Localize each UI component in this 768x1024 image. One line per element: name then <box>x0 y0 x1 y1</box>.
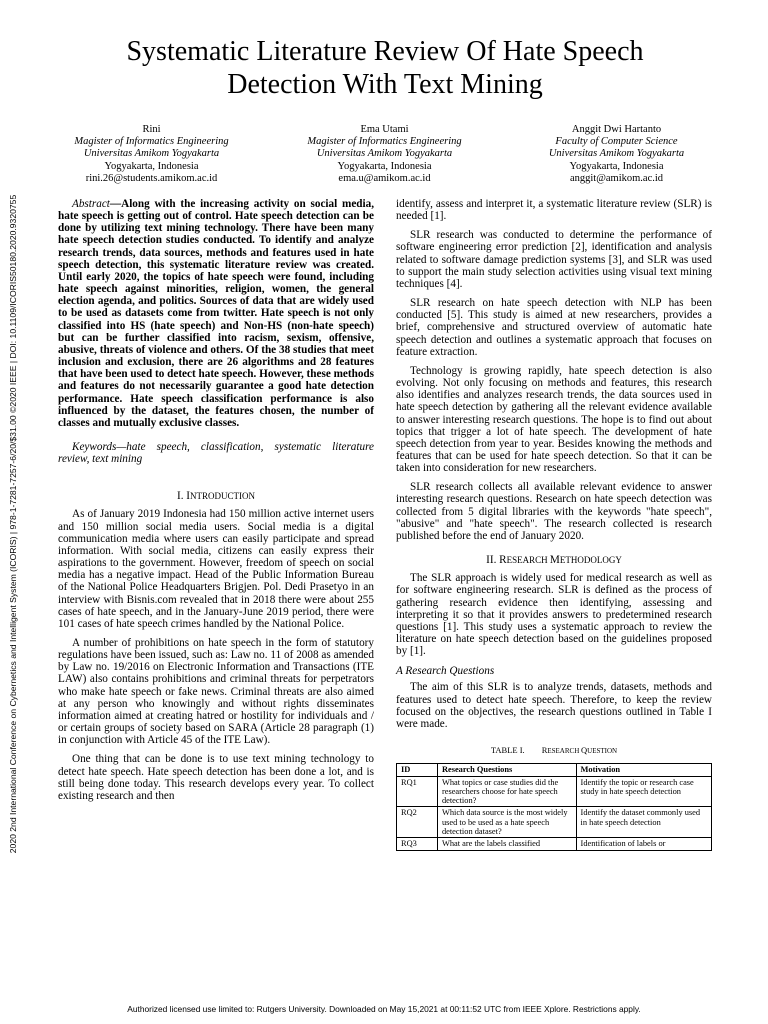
section-title-rest-1: ESEARCH <box>506 555 550 566</box>
section-heading-introduction <box>58 490 374 502</box>
author-email[interactable]: ema.u@amikom.ac.id <box>338 172 431 184</box>
intro-paragraph-3: One thing that can be done is to use text mining technology to detect hate speech. Hate speech detection has been done a lot, and is still being done today. This research develops every year. To collect existing research and then <box>58 753 374 802</box>
research-question-table <box>396 763 712 850</box>
section-heading-methodology <box>396 554 712 566</box>
title-line-1: Systematic Literature Review Of Hate Speech <box>126 36 644 67</box>
abstract <box>58 198 374 429</box>
intro-paragraph-2: A number of prohibitions on hate speech in the form of statutory regulations have been issued, such as: Law no. 11 of 2008 as amended by Law no. 19/2016 on Electronic Information and Transactions (ITE LAW) also contains prohibitions and criminal threats for perpetrators who make hate speech or fake news. Criminal threats are also aimed at any person who knowingly and without rights disseminates information aimed at creating hatred or hostility for individuals and / or certain groups of society based on SARA (Article 28 paragraph (1) in conjunction with Article 45 of the ITE Law). <box>58 637 374 747</box>
intro-paragraph-continued: identify, assess and interpret it, a systematic literature review (SLR) is needed [1]. <box>396 198 712 223</box>
intro-paragraph-6: Technology is growing rapidly, hate speech detection is also evolving. Not only focusing on methods and features, this research also identifies and analyzes research trends, the data sources used in hate speech detection by gathering all the relevant evidence available to answer interesting research questions. The hope is to find out about topics that trigger a lot of hate speech. The development of hate speech detection from year to year. Besides knowing the methods and features that can be used for hate speech detection. So that it can be taken into consideration for new researchers. <box>396 364 712 475</box>
table-cell: What are the labels classified <box>437 838 576 850</box>
subsection-heading-research-questions: A Research Questions <box>396 665 495 678</box>
doi-side-text: 2020 2nd International Conference on Cybernetics and Intelligent System (ICORIS) | 978-1-7281-7257-6/20/$31.00 ©2020 IEEE | DOI: 10.1109/ICORIS50180.2020.9320755 <box>8 194 18 854</box>
table-cell: Which data source is the most widely used to be used as a hate speech detection dataset? <box>437 807 576 838</box>
table-row <box>397 776 712 807</box>
author-name: Rini <box>142 124 161 135</box>
intro-paragraph-4: SLR research was conducted to determine the performance of software engineering error prediction [2], identification and analysis related to software damage prediction systems [3], and SLR was used to support the main study selection activities using visual text mining techniques [4]. <box>396 229 712 290</box>
table-number: TABLE I. <box>490 745 525 756</box>
author-email[interactable]: anggit@amikom.ac.id <box>569 172 664 184</box>
author-dept: Magister of Informatics Engineering <box>307 136 462 148</box>
intro-paragraph-5: SLR research on hate speech detection with NLP has been conducted [5]. This study is aimed at new researchers, provides a brief, comprehensive and structured overview of automatic hate speech detection and outlines a systematic approach that focuses on feature extraction. <box>396 297 712 358</box>
author-name: Anggit Dwi Hartanto <box>571 124 662 135</box>
author-block-1 <box>44 124 259 185</box>
author-email[interactable]: rini.26@students.amikom.ac.id <box>85 172 218 184</box>
table-row <box>397 807 712 838</box>
research-questions-paragraph: The aim of this SLR is to analyze trends, datasets, methods and features used to detect hate speech. Therefore, to keep the review focused on the objectives, the research questions outlined in Table I were made. <box>396 681 712 730</box>
table-caption <box>396 744 712 757</box>
section-title-first-1: R <box>499 554 507 567</box>
title-line-2: Detection With Text Mining <box>227 69 543 100</box>
table-header-cell: Motivation <box>576 764 711 776</box>
section-number: I. <box>176 490 184 503</box>
methodology-paragraph: The SLR approach is widely used for medical research as well as for software engineering research. SLR is defined as the process of gathering research evidence then identifying, assessing and interpreting it so that it provides answers to predetermined research questions [1]. This study uses a systematic approach to review the literature on hate speech detection based on the guidelines proposed by [1]. <box>396 572 712 658</box>
author-univ: Universitas Amikom Yogyakarta <box>83 148 220 160</box>
keywords: Keywords—hate speech, classification, systematic literature review, text mining <box>58 440 374 466</box>
table-cell: RQ2 <box>397 807 438 838</box>
left-column <box>58 198 374 802</box>
table-title-first-2: Q <box>581 745 588 756</box>
author-dept: Magister of Informatics Engineering <box>74 136 229 148</box>
doi-side-strip <box>5 168 21 880</box>
section-title-first-2: M <box>549 554 560 567</box>
table-cell: Identify the dataset commonly used in hate speech detection <box>576 807 711 838</box>
table-row <box>397 838 712 850</box>
license-footer: Authorized licensed use limited to: Rutgers University. Downloaded on May 15,2021 at 00:11:52 UTC from IEEE Xplore. Restrictions apply. <box>127 1004 641 1014</box>
table-title-first-1: R <box>541 745 548 756</box>
table-cell: What topics or case studies did the researchers choose for hate speech detection? <box>437 776 576 807</box>
table-header-cell: Research Questions <box>437 764 576 776</box>
author-city: Yogyakarta, Indonesia <box>337 160 432 172</box>
table-cell: RQ3 <box>397 838 438 850</box>
table-title-rest-2: UESTION <box>587 747 618 756</box>
table-cell: Identification of labels or <box>576 838 711 850</box>
author-univ: Universitas Amikom Yogyakarta <box>548 148 685 160</box>
abstract-lead: Abstract <box>72 198 110 210</box>
paper-title <box>60 35 710 101</box>
author-univ: Universitas Amikom Yogyakarta <box>316 148 453 160</box>
author-city: Yogyakarta, Indonesia <box>569 160 664 172</box>
right-column <box>396 198 712 851</box>
table-cell: RQ1 <box>397 776 438 807</box>
intro-paragraph-7: SLR research collects all available relevant evidence to answer interesting research questions. Research on hate speech detection was collected from 5 digital libraries with the keywords "hate speech", "abusive" and "hate speech". The research collected is research published before the end of January 2020. <box>396 481 712 542</box>
author-block-2 <box>277 124 492 185</box>
section-title-rest: NTRODUCTION <box>190 491 256 502</box>
section-title-first: I <box>186 490 191 503</box>
author-name: Ema Utami <box>360 124 409 135</box>
table-cell: Identify the topic or research case study in hate speech detection <box>576 776 711 807</box>
abstract-text: —Along with the increasing activity on social media, hate speech is getting out of control. Hate speech detection can be done by utilizing text mining technology. There have been many hate speech detection studies conducted. To identify and analyze research trends, data sources, methods and features used in hate speech detection, this systematic literature review was created. Until early 2020, the topics of hate speech were found, including hate speech against minorities, religion, women, the general election agenda, and politics. Sources of data that are widely used to be used as datasets come from twitter. Hate speech is not only classified into HS (hate speech) and Non-HS (non-hate speech) but can be further classified into racism, sexism, offensive, abusive, threats of violence and others. Of the 38 studies that meet inclusion and exclusion, there are 26 algorithms and 28 features that have been used to detect hate speech. However, these methods and features do not necessarily guarantee a good hate detection performance. Hate speech classification performance is also influenced by the dataset, the features chosen, the number of classes and mutually exclusive classes. <box>58 198 374 429</box>
table-header-cell: ID <box>397 764 438 776</box>
author-block-3 <box>509 124 724 185</box>
section-title-rest-2: ETHODOLOGY <box>559 555 622 566</box>
table-header-row <box>397 764 712 776</box>
section-number: II. <box>486 554 497 567</box>
author-dept: Faculty of Computer Science <box>555 136 678 148</box>
intro-paragraph-1: As of January 2019 Indonesia had 150 million active internet users and 150 million social media users. Social media is a digital communication media where users can easily participate and spread information. With social media, citizens can easily express their aspirations to the government. However, freedom of speech on social media has a negative impact. Head of the Public Information Bureau of the National Police Headquarters Brigjen. Pol. Dedi Prasetyo in an interview with Bisnis.com revealed that in 2018 there were about 255 cases of hate speech, and in the January-June 2019 period, there were 101 cases of hate speech crimes handled by the National Police. <box>58 508 374 630</box>
author-city: Yogyakarta, Indonesia <box>104 160 199 172</box>
table-title-rest-1: ESEARCH <box>547 747 582 756</box>
